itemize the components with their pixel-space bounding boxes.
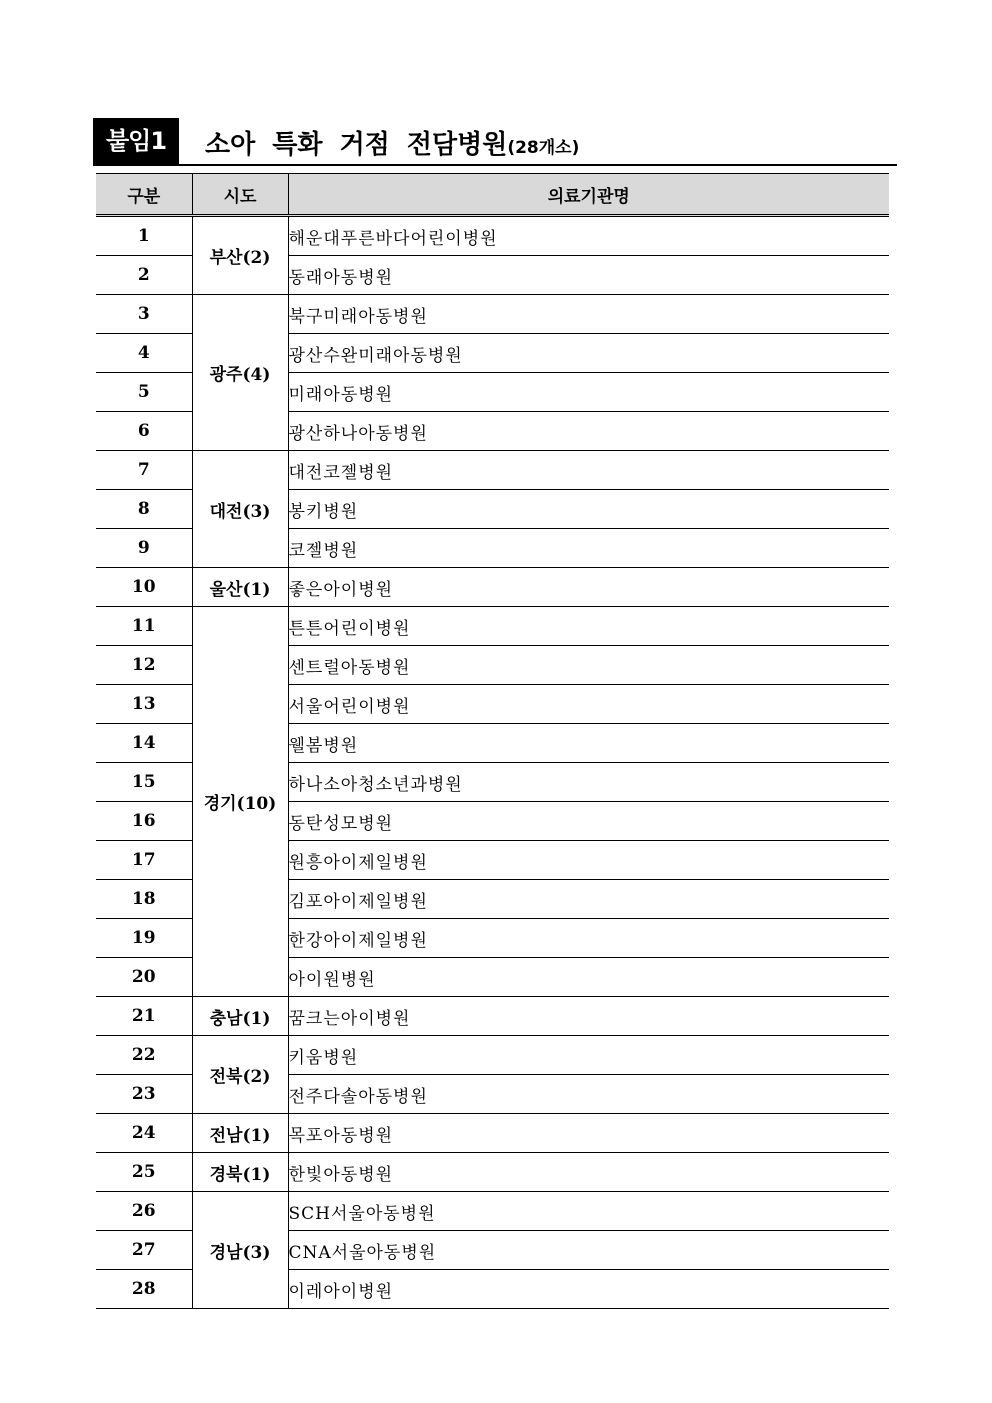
region-cell: 전남(1): [192, 1114, 288, 1153]
region-cell: 경남(3): [192, 1192, 288, 1309]
hospital-name: 미래아동병원: [288, 373, 889, 412]
table-row: [96, 607, 889, 646]
row-number: 10: [96, 568, 192, 607]
row-number: 1: [96, 216, 192, 256]
hospital-name: 동래아동병원: [288, 256, 889, 295]
hospital-name: 한강아이제일병원: [288, 919, 889, 958]
row-number: 15: [96, 763, 192, 802]
table-row: [96, 295, 889, 334]
hospital-name: 봉키병원: [288, 490, 889, 529]
row-number: 2: [96, 256, 192, 295]
hospital-name: 꿈크는아이병원: [288, 997, 889, 1036]
hospital-name: 키움병원: [288, 1036, 889, 1075]
row-number: 16: [96, 802, 192, 841]
row-number: 19: [96, 919, 192, 958]
title-count: (28개소): [507, 138, 580, 158]
hospital-name: 목포아동병원: [288, 1114, 889, 1153]
table-row: [96, 1192, 889, 1231]
row-number: 27: [96, 1231, 192, 1270]
table-row: [96, 1036, 889, 1075]
page-header: [93, 118, 897, 166]
hospital-name: 한빛아동병원: [288, 1153, 889, 1192]
region-cell: 전북(2): [192, 1036, 288, 1114]
hospital-name: 전주다솔아동병원: [288, 1075, 889, 1114]
column-header-region: 시도: [192, 174, 288, 216]
row-number: 23: [96, 1075, 192, 1114]
region-cell: 경기(10): [192, 607, 288, 997]
hospital-name: 해운대푸른바다어린이병원: [288, 216, 889, 256]
title-main: 소아 특화 거점 전담병원: [205, 130, 508, 160]
region-cell: 대전(3): [192, 451, 288, 568]
hospital-table: [96, 173, 889, 1309]
table-row: [96, 451, 889, 490]
row-number: 24: [96, 1114, 192, 1153]
row-number: 17: [96, 841, 192, 880]
row-number: 13: [96, 685, 192, 724]
row-number: 7: [96, 451, 192, 490]
row-number: 9: [96, 529, 192, 568]
hospital-name: 광산수완미래아동병원: [288, 334, 889, 373]
hospital-name: 튼튼어린이병원: [288, 607, 889, 646]
table-row: [96, 568, 889, 607]
hospital-name: 김포아이제일병원: [288, 880, 889, 919]
row-number: 21: [96, 997, 192, 1036]
hospital-name: 아이원병원: [288, 958, 889, 997]
row-number: 25: [96, 1153, 192, 1192]
row-number: 4: [96, 334, 192, 373]
row-number: 6: [96, 412, 192, 451]
hospital-name: 코젤병원: [288, 529, 889, 568]
hospital-name: SCH서울아동병원: [288, 1192, 889, 1231]
row-number: 18: [96, 880, 192, 919]
row-number: 12: [96, 646, 192, 685]
row-number: 26: [96, 1192, 192, 1231]
row-number: 11: [96, 607, 192, 646]
region-cell: 광주(4): [192, 295, 288, 451]
table-row: [96, 216, 889, 256]
region-cell: 경북(1): [192, 1153, 288, 1192]
row-number: 3: [96, 295, 192, 334]
hospital-name: 원흥아이제일병원: [288, 841, 889, 880]
region-cell: 부산(2): [192, 216, 288, 295]
hospital-name: 하나소아청소년과병원: [288, 763, 889, 802]
hospital-name: 좋은아이병원: [288, 568, 889, 607]
table-row: [96, 1114, 889, 1153]
column-header-no: 구분: [96, 174, 192, 216]
row-number: 8: [96, 490, 192, 529]
row-number: 22: [96, 1036, 192, 1075]
table-row: [96, 997, 889, 1036]
hospital-name: 광산하나아동병원: [288, 412, 889, 451]
row-number: 20: [96, 958, 192, 997]
row-number: 5: [96, 373, 192, 412]
row-number: 28: [96, 1270, 192, 1309]
attachment-badge: 붙임1: [93, 118, 179, 164]
hospital-name: 웰봄병원: [288, 724, 889, 763]
header-row: [96, 174, 889, 216]
row-number: 14: [96, 724, 192, 763]
hospital-name: 동탄성모병원: [288, 802, 889, 841]
hospital-name: 북구미래아동병원: [288, 295, 889, 334]
hospital-name: CNA서울아동병원: [288, 1231, 889, 1270]
column-header-name: 의료기관명: [288, 174, 889, 216]
hospital-name: 센트럴아동병원: [288, 646, 889, 685]
hospital-name: 서울어린이병원: [288, 685, 889, 724]
table-row: [96, 1153, 889, 1192]
page-title: [205, 124, 579, 161]
region-cell: 충남(1): [192, 997, 288, 1036]
hospital-name: 대전코젤병원: [288, 451, 889, 490]
region-cell: 울산(1): [192, 568, 288, 607]
hospital-name: 이레아이병원: [288, 1270, 889, 1309]
